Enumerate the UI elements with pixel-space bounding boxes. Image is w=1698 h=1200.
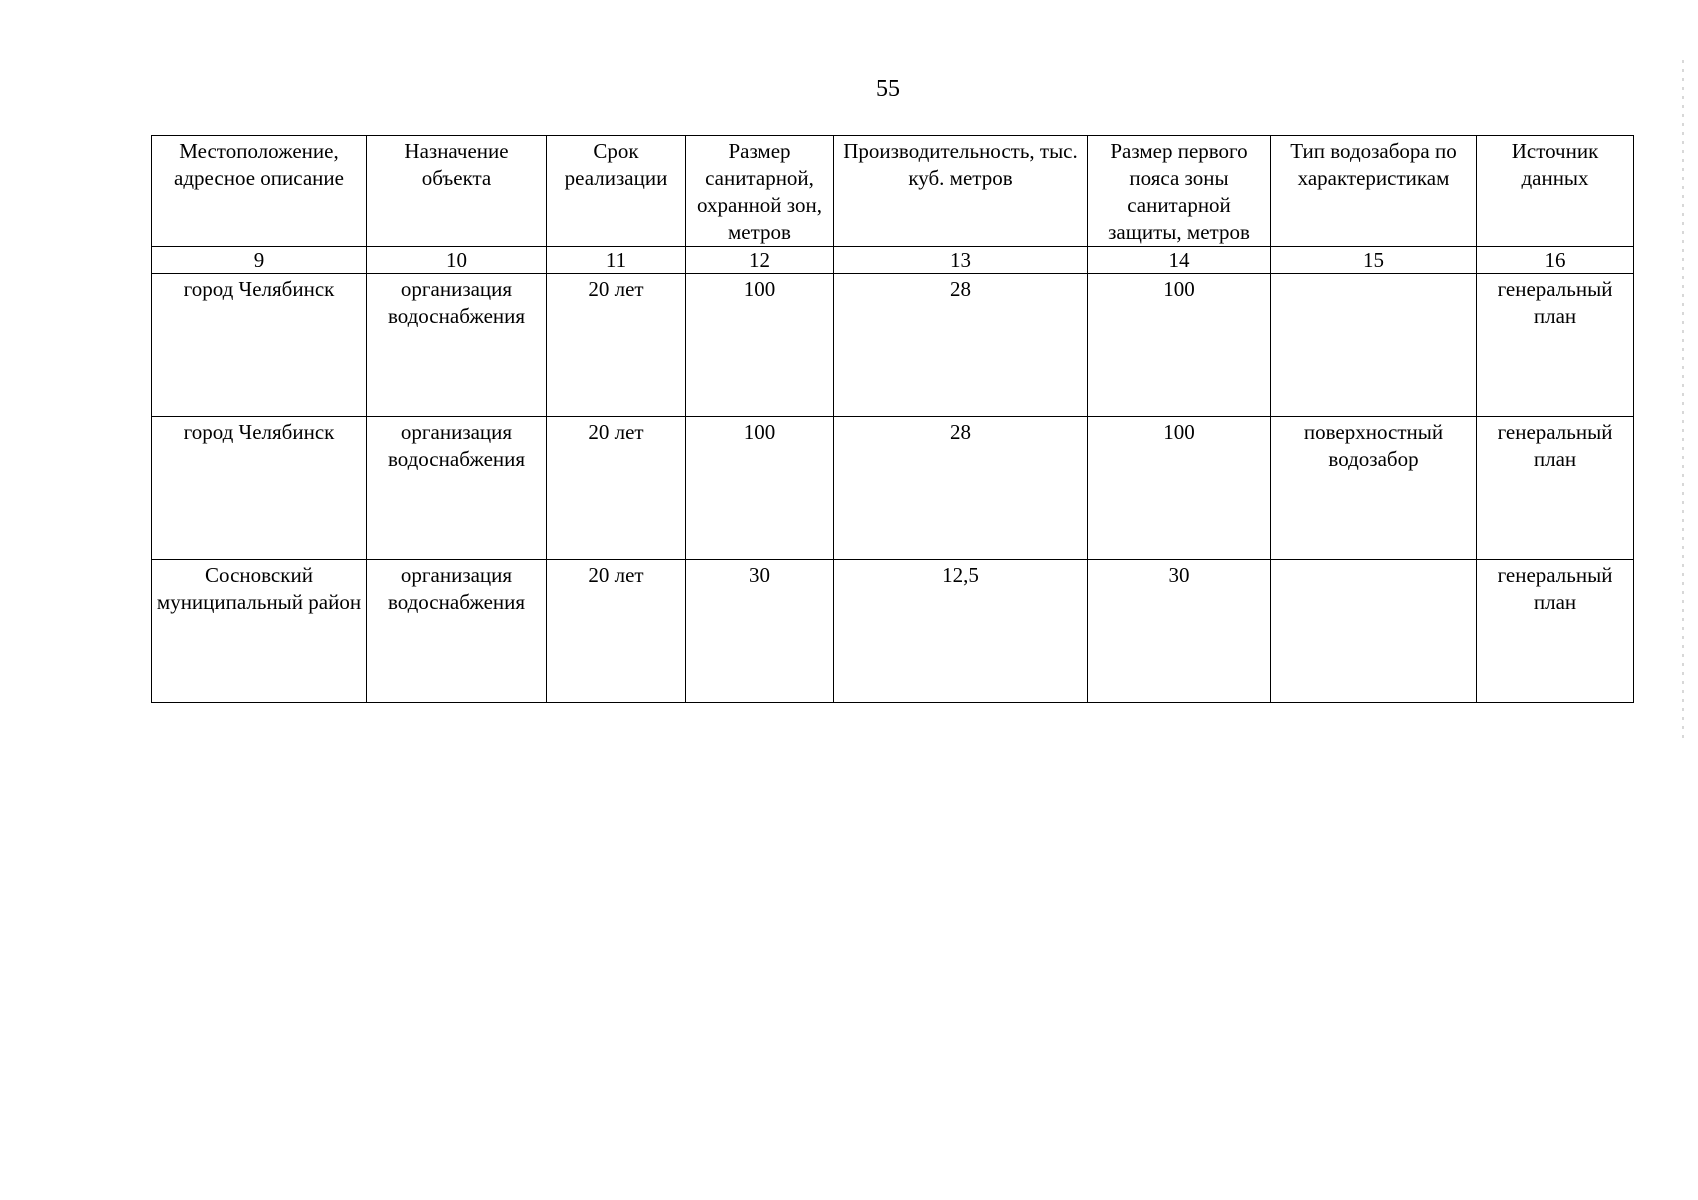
cell-intake-type (1271, 560, 1477, 703)
column-number: 13 (834, 247, 1088, 274)
header-purpose: Назначение объекта (367, 136, 547, 247)
cell-intake-type: поверхностный водозабор (1271, 417, 1477, 560)
header-zone-size: Размер санитарной, охранной зон, метров (686, 136, 834, 247)
cell-capacity: 12,5 (834, 560, 1088, 703)
cell-purpose: организация водоснабжения (367, 274, 547, 417)
header-source: Источник данных (1477, 136, 1634, 247)
header-term: Срок реализации (547, 136, 686, 247)
cell-capacity: 28 (834, 274, 1088, 417)
table-row (152, 560, 1634, 703)
cell-capacity: 28 (834, 417, 1088, 560)
column-number: 9 (152, 247, 367, 274)
cell-zone-size: 100 (686, 274, 834, 417)
cell-intake-type (1271, 274, 1477, 417)
cell-source: генеральный план (1477, 560, 1634, 703)
header-intake-type: Тип водозабора по характеристикам (1271, 136, 1477, 247)
cell-source: генеральный план (1477, 417, 1634, 560)
column-number: 15 (1271, 247, 1477, 274)
water-intake-table (151, 135, 1634, 703)
column-number: 11 (547, 247, 686, 274)
cell-first-belt: 100 (1088, 274, 1271, 417)
table-row (152, 417, 1634, 560)
column-number: 12 (686, 247, 834, 274)
cell-source: генеральный план (1477, 274, 1634, 417)
column-number: 14 (1088, 247, 1271, 274)
cell-term: 20 лет (547, 560, 686, 703)
cell-purpose: организация водоснабжения (367, 417, 547, 560)
header-first-belt: Размер первого пояса зоны санитарной защиты, метров (1088, 136, 1271, 247)
cell-location: город Челябинск (152, 274, 367, 417)
cell-zone-size: 100 (686, 417, 834, 560)
table-row (152, 274, 1634, 417)
column-number-row (152, 247, 1634, 274)
cell-location: Сосновский муниципальный район (152, 560, 367, 703)
header-row (152, 136, 1634, 247)
cell-location: город Челябинск (152, 417, 367, 560)
header-capacity: Производительность, тыс. куб. метров (834, 136, 1088, 247)
cell-first-belt: 30 (1088, 560, 1271, 703)
cell-term: 20 лет (547, 274, 686, 417)
cell-first-belt: 100 (1088, 417, 1271, 560)
cell-term: 20 лет (547, 417, 686, 560)
header-location: Местоположение, адресное описание (152, 136, 367, 247)
cell-zone-size: 30 (686, 560, 834, 703)
column-number: 10 (367, 247, 547, 274)
scan-edge-artifact (1682, 60, 1684, 740)
column-number: 16 (1477, 247, 1634, 274)
cell-purpose: организация водоснабжения (367, 560, 547, 703)
page-number: 55 (876, 76, 900, 102)
